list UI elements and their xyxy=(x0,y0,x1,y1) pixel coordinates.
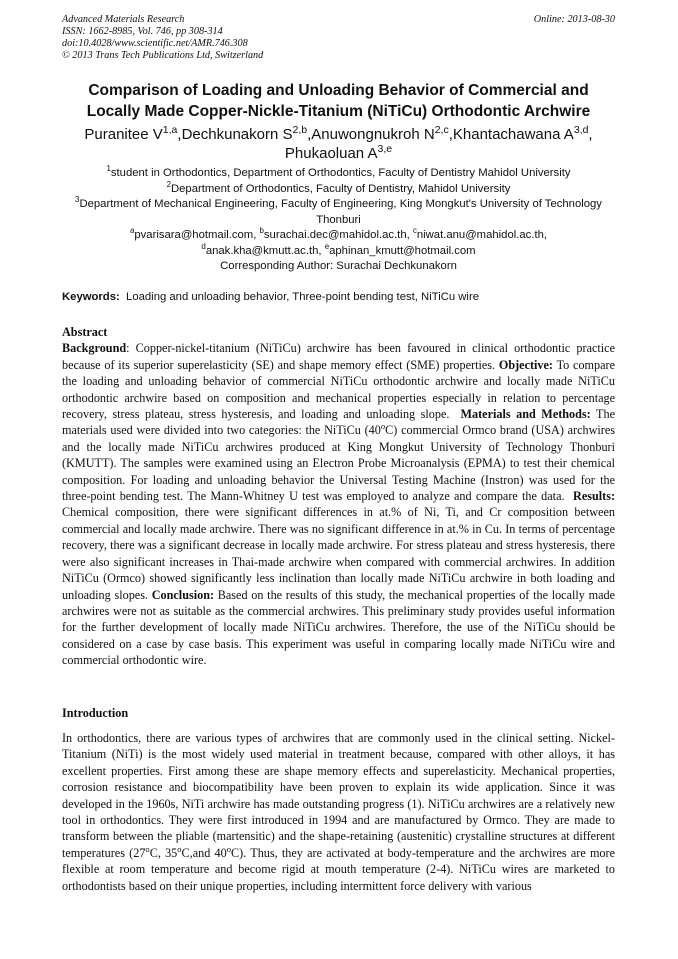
author-list: Puranitee V$^{1,a}$,Dechkunakorn S$^{2,b}$,Anuwongnukroh N$^{2,c}$,Khantachawana A$^{3,d}$, Phukaoluan A$^{3,e}$ xyxy=(84,124,593,162)
introduction-heading: Introduction xyxy=(62,706,129,720)
author-name: Khantachawana A xyxy=(452,126,574,143)
author-name: Phukaoluan A xyxy=(284,145,378,162)
paper-title: Comparison of Loading and Unloading Behavior of Commercial and Locally Made Copper-Nickle-Titanium (NiTiCu) Orthodontic Archwire xyxy=(86,82,591,120)
issn-line: ISSN: 1662-8985, Vol. 746, pp 308-314 xyxy=(62,26,223,37)
email[interactable]: niwat.anu@mahidol.ac.th xyxy=(416,229,544,241)
doi-line: doi:10.4028/www.scientific.net/AMR.746.308 xyxy=(62,38,248,49)
email-line: $^a$pvarisara@hotmail.com, $^b$surachai.dec@mahidol.ac.th, $^c$niwat.anu@mahidol.ac.th, $^d$anak.kha@kmutt.ac.th, $^e$aphinan_kmutt@hotmail.com xyxy=(129,226,548,257)
author-name: Puranitee V xyxy=(84,126,163,143)
running-header xyxy=(62,14,615,62)
email[interactable]: anak.kha@kmutt.ac.th xyxy=(205,244,319,257)
email[interactable]: surachai.dec@mahidol.ac.th xyxy=(263,229,407,241)
author-sup: 2,c xyxy=(434,124,449,136)
email[interactable]: aphinan_kmutt@hotmail.com xyxy=(329,244,476,257)
author-sup: 3,d xyxy=(573,124,589,136)
online-date: Online: 2013-08-30 xyxy=(533,14,615,25)
affiliations xyxy=(62,166,615,275)
author-sup: 3,e xyxy=(377,143,393,155)
corresponding-author: Corresponding Author: Surachai Dechkunakorn xyxy=(220,260,457,272)
copyright-line: © 2013 Trans Tech Publications Ltd, Switzerland xyxy=(62,50,264,61)
keywords-text: Loading and unloading behavior, Three-point bending test, NiTiCu wire xyxy=(126,291,479,303)
author-sup: 1,a xyxy=(162,124,178,136)
journal-name: Advanced Materials Research xyxy=(62,14,185,25)
author-name: Dechkunakorn S xyxy=(181,126,293,143)
affiliation-line: $^3$Department of Mechanical Engineering, Faculty of Engineering, King Mongkut's University of Technology Thonburi xyxy=(75,195,602,226)
author-name: Anuwongnukroh N xyxy=(311,126,435,143)
affiliation-line: $^1$student in Orthodontics, Department of Orthodontics, Faculty of Dentistry Mahidol University xyxy=(106,164,571,179)
abstract-section: Abstract Background: Copper-nickel-titanium (NiTiCu) archwire has been favoured in clinical orthodontic practice because of its superior superelasticity (SE) and shape memory effect (SME) properties. Objective: To compare the loading and unloading behavior of commercial NiTiCu orthodontic archwire and locally made NiTiCu orthodontic archwire based on composition and mechanical properties especially in relation to percentage recovery, stress plateau, stress hysteresis, and loading and unloading slope. Materials and Methods: The materials used were divided into two categories: the NiTiCu (40$^o$C) commercial Ormco brand (USA) archwires and the locally made NiTiCu archwires produced at King Mongkut University of Technology Thonburi (KMUTT). The samples were examined using an Electron Probe Microanalysis (EPMA) to test their chemical composition. For loading and unloading behavior the Universal Testing Machine (Instron) was used for the three-point bending test. The Mann-Whitney U test was employed to analyze and compare the data. Results: Chemical composition, there were significant differences in at.% of Ni, Ti, and Cr composition between commercial and locally made archwire. There was no significant difference in at.% in Cu. In terms of percentage recovery, there was a significant decrease in locally made archwire. For stress plateau and stress hysteresis, there were also significant increases in Thai-made archwire when compared with commercial archwires. In addition NiTiCu (Ormco) showed significantly less inclination than locally made NiTiCu archwire in both loading and unloading slopes. Conclusion: Based on the results of this study, the mechanical properties of the locally made archwires were not as suitable as the commercial archwires. This preliminary study provides useful information for the further development of locally made NiTiCu archwires. Therefore, the use of the NiTiCu should be considered on a case by case basis. This experiment was useful in comparing locally made NiTiCu wire and commercial orthodontic wire. xyxy=(62,325,616,668)
keywords-label: Keywords: xyxy=(62,291,120,303)
keywords xyxy=(62,290,615,305)
email[interactable]: pvarisara@hotmail.com xyxy=(134,229,254,241)
introduction-section: In orthodontics, there are various types of archwires that are commonly used in the clinical setting. Nickel-Titanium (NiTi) is the most widely used material in treatment because, compared with other alloys, it has excellent properties. First among these are shape memory effects and superelasticity. Mechanical properties, corrosion resistance and biocompatibility have been proven to explain its wide application. Since it was developed in the 1960s, NiTi archwire has made outstanding progress (1). NiTiCu archwires are a relatively new tool in orthodontics. They were first introduced in 1994 and are manufactured by Ormco. They are made to transform between the pliable (martensitic) and the shape-retaining (austenitic) crystalline structures at different temperatures (27$^o$C, 35$^o$C,and 40$^o$C). Thus, they are activated at body-temperature and the archwires are more flexible at room temperature and become rigid at mouth temperature (2-4). NiTiCu wires are marketed to orthodontists based on their unique properties, including intermittent force delivery with various xyxy=(62,731,615,893)
author-sup: 2,b xyxy=(292,124,308,136)
affiliation-line: $^2$Department of Orthodontics, Faculty of Dentistry, Mahidol University xyxy=(166,179,511,195)
abstract-heading: Abstract xyxy=(62,325,108,339)
